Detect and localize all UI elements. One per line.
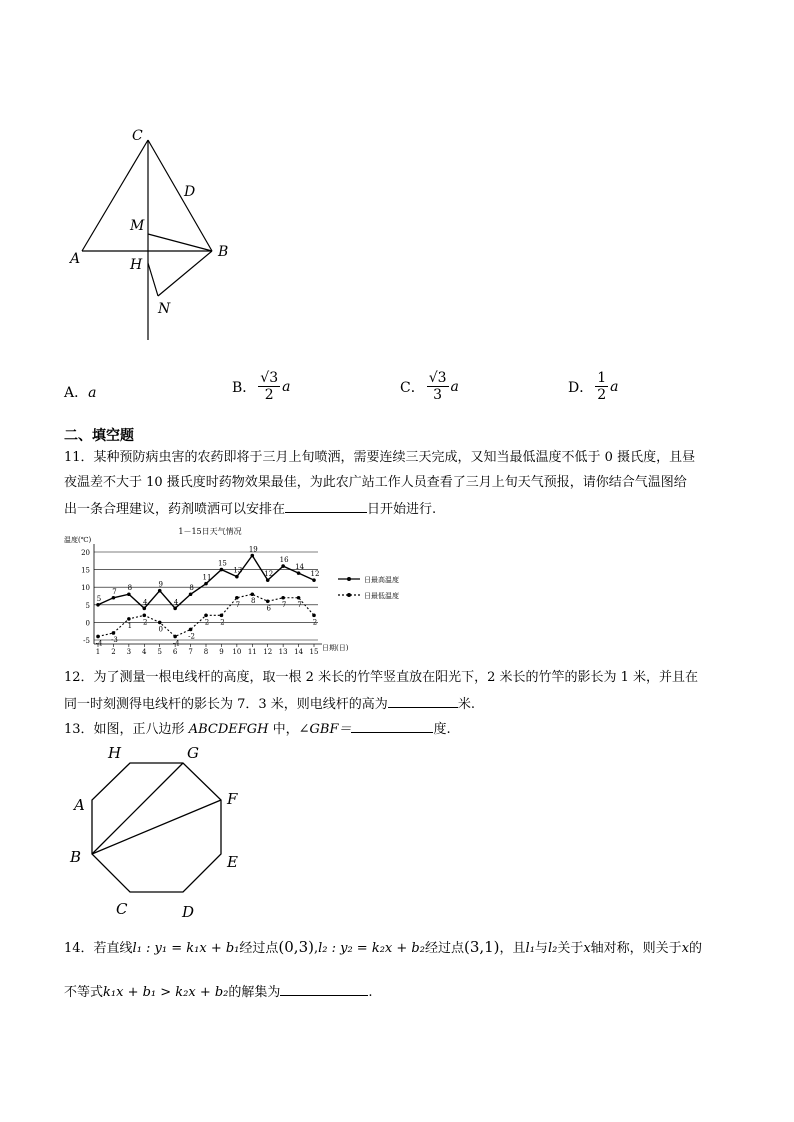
x-tick-label: 1 [95, 648, 101, 656]
oct-label-F: F [227, 790, 238, 808]
data-label: 7 [112, 587, 117, 596]
q11-line2: 夜温差不大于 10 摄氏度时药物效果最佳，为此农广站工作人员查看了三月上旬天气预报，请你结合气温图给 [64, 475, 687, 490]
data-point [158, 621, 162, 625]
x-tick-label: 9 [219, 648, 224, 656]
data-point [142, 614, 146, 618]
data-point [266, 578, 270, 582]
data-label: 7 [281, 600, 287, 609]
data-label: 2 [204, 618, 210, 627]
fraction-b: $\frac{√3}{2}$ [260, 370, 279, 403]
triangle-figure-q10 [60, 120, 260, 350]
data-point [173, 635, 177, 639]
y-tick-label: 0 [85, 619, 90, 628]
data-point [312, 578, 316, 582]
oct-label-H: H [108, 744, 122, 762]
y-tick-label: 10 [81, 584, 90, 593]
x-tick-label: 3 [126, 648, 132, 656]
data-label: 5 [96, 594, 102, 603]
octagon-figure-q13 [64, 740, 254, 930]
y-tick-label: 5 [85, 601, 90, 610]
label-N: N [158, 301, 171, 317]
temperature-chart [60, 522, 420, 662]
data-label: 12 [310, 570, 320, 579]
label-H: H [130, 257, 143, 273]
data-point [297, 596, 301, 600]
data-label: 4 [143, 598, 148, 607]
data-label: 8 [251, 597, 256, 606]
question-13: 13．如图，正八边形 ABCDEFGH 中，∠GBF＝ 度. [64, 718, 744, 740]
data-point [235, 596, 239, 600]
data-point [250, 592, 254, 596]
data-point [189, 628, 193, 632]
x-tick-label: 11 [247, 648, 257, 656]
x-tick-label: 7 [188, 648, 193, 656]
chart-ylabel: 温度(℃) [64, 536, 92, 544]
data-label: -3 [111, 635, 118, 644]
data-point [281, 564, 285, 568]
data-point [127, 592, 131, 596]
y-tick-label: 20 [81, 549, 90, 557]
data-point [127, 617, 131, 621]
data-point [173, 607, 177, 611]
data-label: 12 [264, 570, 274, 579]
question-14 [64, 937, 754, 1003]
label-D: D [184, 184, 196, 200]
oct-label-E: E [227, 853, 238, 871]
data-label: 13 [233, 566, 243, 575]
chart-title: 1－15日天气情况 [178, 527, 242, 536]
data-point [220, 614, 224, 618]
option-b: B． $\frac{√3}{2}$ a [232, 370, 291, 403]
oct-label-C: C [116, 900, 128, 918]
data-label: 15 [217, 559, 227, 568]
option-d: D． $\frac{1}{2}$ a [568, 370, 619, 403]
question-11 [64, 448, 744, 520]
section-title: 二、填空题 [64, 428, 134, 444]
data-label: 0 [158, 625, 163, 634]
data-label: -4 [172, 639, 180, 648]
x-tick-label: 12 [263, 648, 273, 656]
data-point [96, 635, 100, 639]
oct-label-A: A [74, 796, 85, 814]
data-label: 11 [202, 573, 212, 582]
data-point [158, 589, 162, 593]
q11-line1: 11．某种预防病虫害的农药即将于三月上旬喷洒，需要连续三天完成，又知当最低温度不低于 0 摄氏度，且昼 [64, 450, 696, 465]
data-point [250, 554, 254, 558]
data-point [235, 575, 239, 579]
data-point [297, 571, 301, 575]
oct-label-B: B [70, 848, 82, 866]
x-tick-label: 10 [232, 648, 242, 656]
label-A: A [70, 251, 81, 267]
x-tick-label: 13 [278, 648, 288, 656]
data-point [312, 614, 316, 618]
data-label: 7 [235, 600, 241, 609]
y-tick-label: 15 [81, 566, 90, 575]
x-tick-label: 4 [142, 648, 147, 656]
legend-high: 日最高温度 [364, 576, 399, 584]
data-point [266, 599, 270, 603]
chart-xlabel: 日期(日) [322, 644, 349, 652]
data-point [142, 607, 146, 611]
q14-line1: 14．若直线l₁ : y₁ = k₁x + b₁经过点(0,3),l₂ : y₂ = k₂x + b₂经过点(3,1)，且l₁与l₂关于x轴对称，则关于x的 [64, 938, 703, 956]
answer-blank-13[interactable] [351, 718, 433, 733]
q12-line2: 同一时刻测得电线杆的影长为 7．3 米，则电线杆的高为 米. [64, 693, 744, 715]
data-label: 2 [143, 618, 148, 627]
data-label: 14 [295, 563, 305, 572]
fraction-c: $\frac{√3}{3}$ [428, 370, 447, 403]
data-point [112, 596, 116, 600]
x-tick-label: 2 [111, 648, 116, 656]
data-label: 8 [189, 584, 194, 593]
data-label: 6 [266, 604, 271, 613]
option-c: C． $\frac{√3}{3}$ a [400, 370, 459, 403]
data-point [281, 596, 285, 600]
data-label: 9 [158, 580, 163, 589]
label-B: B [218, 244, 229, 260]
y-tick-label: -5 [83, 637, 90, 645]
data-label: 2 [220, 618, 225, 627]
data-point [204, 582, 208, 586]
legend-low: 日最低温度 [364, 592, 399, 600]
question-12 [64, 668, 744, 715]
data-point [189, 592, 193, 596]
label-C: C [132, 128, 143, 144]
fraction-d: $\frac{1}{2}$ [597, 370, 607, 403]
x-tick-label: 5 [157, 648, 162, 656]
data-label: 4 [173, 598, 179, 607]
q11-line3: 出一条合理建议，药剂喷洒可以安排在 日开始进行. [64, 498, 744, 520]
q14-line2: 不等式k₁x + b₁ > k₂x + b₂的解集为 . [64, 981, 754, 1003]
oct-label-D: D [182, 903, 195, 921]
data-point [112, 631, 116, 635]
x-tick-label: 15 [309, 648, 319, 656]
x-tick-label: 14 [294, 648, 304, 656]
data-label: 2 [312, 618, 318, 627]
x-tick-label: 8 [203, 648, 209, 656]
x-tick-label: 6 [172, 648, 178, 656]
data-label: 8 [127, 584, 133, 593]
q12-line1: 12．为了测量一根电线杆的高度，取一根 2 米长的竹竿竖直放在阳光下，2 米长的竹竿的影长为 1 米，并且在 [64, 670, 699, 685]
data-label: 19 [248, 545, 258, 554]
data-point [96, 603, 100, 607]
data-label: -4 [95, 639, 103, 648]
data-label: 7 [297, 600, 302, 609]
data-label: -2 [188, 632, 195, 641]
answer-blank-14[interactable] [280, 981, 368, 996]
option-a: A．a [64, 385, 97, 401]
answer-blank-12[interactable] [388, 693, 458, 708]
data-point [220, 568, 224, 572]
label-M: M [130, 218, 145, 234]
data-label: 1 [127, 621, 133, 630]
data-label: 16 [279, 556, 289, 565]
data-point [204, 614, 208, 618]
answer-blank-11[interactable] [285, 498, 367, 513]
oct-label-G: G [187, 744, 199, 762]
